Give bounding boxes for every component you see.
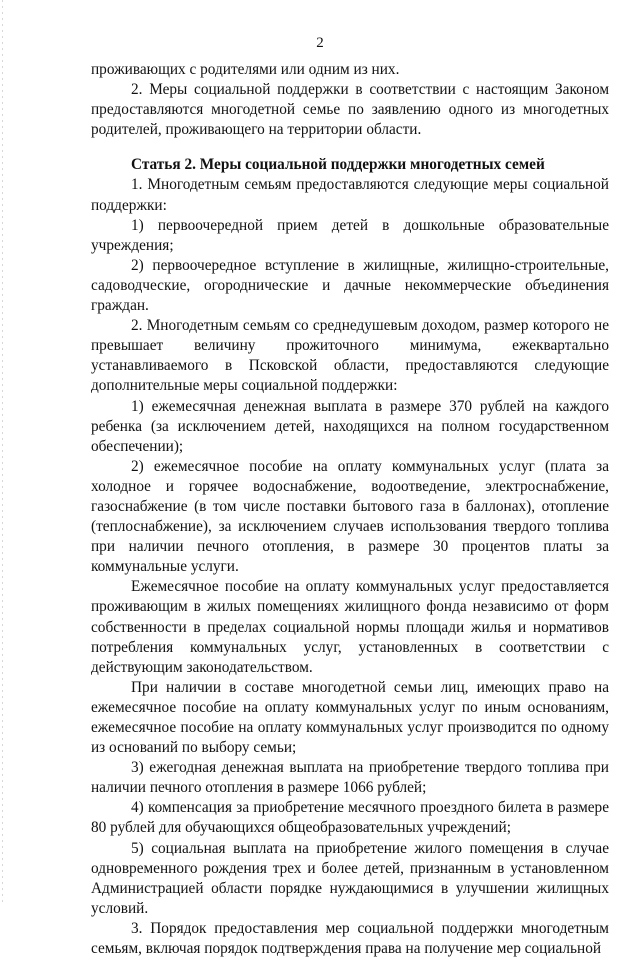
paragraph-application-clause: 2. Меры социальной поддержки в соответствии с настоящим Законом предоставляются многодетной семье по заявлению одного из многодетных родителей, проживающего на территории области. (91, 81, 609, 139)
paragraph-housing-payment: 5) социальная выплата на приобретение жилого помещения в случае одновременного рождения трех и более детей, признанным в установленном Администрацией области порядке нуждающимися в улучшении жилищных условий. (91, 839, 609, 917)
paragraph-preschool-priority: 1) первоочередной прием детей в дошкольные образовательные учреждения; (91, 216, 609, 254)
scan-edge-artifact (2, 0, 3, 905)
paragraph-support-measures-intro: 1. Многодетным семьям предоставляются следующие меры социальной поддержки: (91, 176, 609, 214)
paragraph-continuation: проживающих с родителями или одним из них. (91, 61, 400, 78)
paragraph-income-criteria: 2. Многодетным семьям со среднедушевым доходом, размер которого не превышает величину прожиточного минимума, ежеквартально устанавливаемого в Псковской области, предоставляются следующие дополнительные меры социальной поддержки: (91, 317, 609, 395)
document-body (91, 60, 609, 959)
paragraph-utility-allowance: 2) ежемесячное пособие на оплату коммунальных услуг (плата за холодное и горячее водоснабжение, водоотведение, электроснабжение, газоснабжение (в том числе поставки бытового газа в баллонах), отопление (теплоснабжение), за исключением случаев использования твердого топлива при наличии печного отопления, в размере 30 процентов платы за коммунальные услуги. (91, 457, 609, 576)
article-heading: Статья 2. Меры социальной поддержки многодетных семей (131, 156, 545, 174)
paragraph-procedure: 3. Порядок предоставления мер социальной поддержки многодетным семьям, включая порядок подтверждения права на получение мер социальной (91, 919, 609, 958)
paragraph-cooperative-priority: 2) первоочередное вступление в жилищные, жилищно-строительные, садоводческие, огороднические и дачные некоммерческие объединения граждан. (91, 256, 609, 315)
paragraph-fuel-payment: 3) ежегодная денежная выплата на приобретение твердого топлива при наличии печного отопления в размере 1066 рублей; (91, 759, 609, 797)
paragraph-utility-allowance-scope: Ежемесячное пособие на оплату коммунальных услуг предоставляется проживающим в жилых помещениях жилищного фонда независимо от форм собственности в пределах социальной нормы площади жилья и нормативов потребления коммунальных услуг, установленных в соответствии с действующим законодательством. (91, 578, 609, 676)
paragraph-travel-compensation: 4) компенсация за приобретение месячного проездного билета в размере 80 рублей для обучающихся общеобразовательных учреждений; (91, 799, 609, 837)
paragraph-monthly-payment: 1) ежемесячная денежная выплата в размере 370 рублей на каждого ребенка (за исключением детей, находящихся на полном государственном обеспечении); (91, 397, 609, 455)
page-number: 2 (316, 35, 324, 51)
paragraph-utility-allowance-choice: При наличии в составе многодетной семьи лиц, имеющих право на ежемесячное пособие на оплату коммунальных услуг по иным основаниям, ежемесячное пособие на оплату коммунальных услуг производится по одному из оснований по выбору семьи; (91, 678, 609, 757)
